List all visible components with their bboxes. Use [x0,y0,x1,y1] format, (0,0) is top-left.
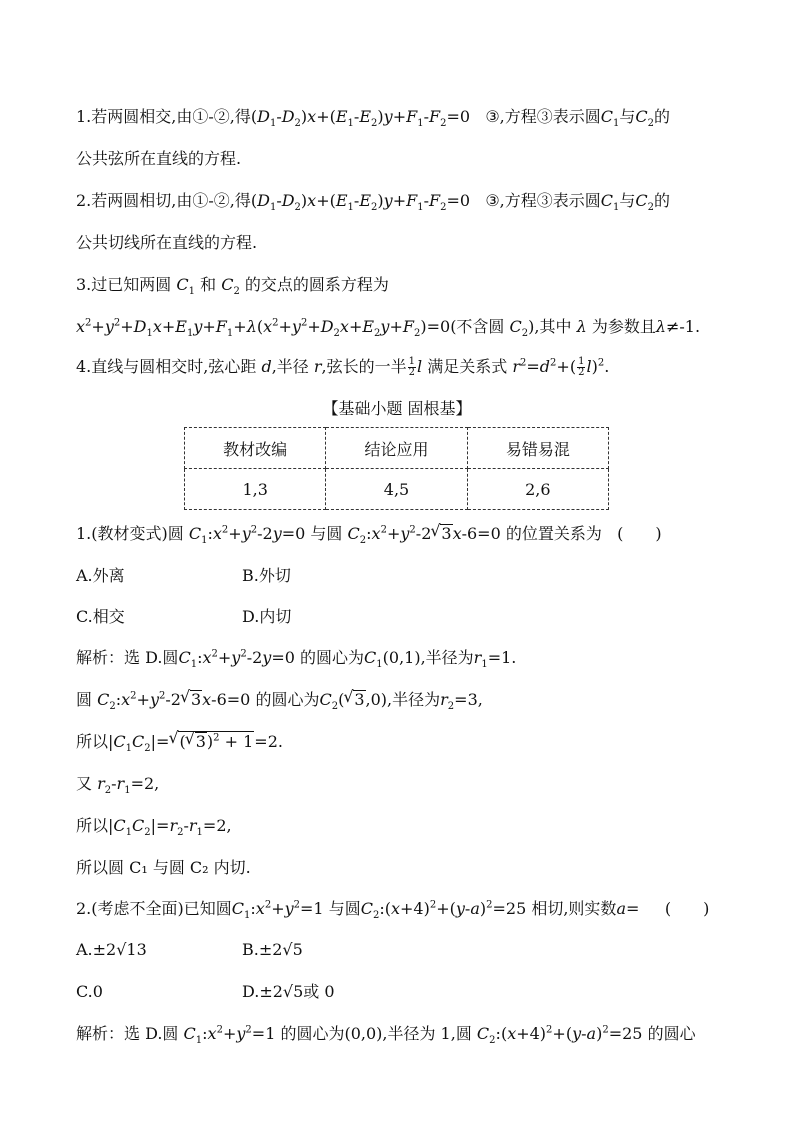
fraction-half: $\frac{1}{2}$ [408,356,416,378]
solution-1-line-1: 解析：选 D.圆$C_1:x^2+y^2-2y=0$ 的圆心为$C_1(0,1)$,半径为$r_1=1$. [76,648,517,671]
option-b[interactable]: B.外切 [242,566,291,585]
table-row [185,469,609,510]
option-c[interactable]: C.相交 [76,607,125,626]
knowledge-line-2b: 公共切线所在直线的方程. [76,233,258,252]
question-1-options-row2 [76,606,408,628]
solution-2-line-1: 解析：选 D.圆 $C_1:x^2+y^2=1$ 的圆心为(0,0),半径为 1,圆 $C_2:(x+4)^2+(y-a)^2=25$ 的圆心 [76,1024,696,1047]
option-a[interactable]: A.±2√13 [76,940,147,959]
question-2-options-row1 [76,939,408,961]
option-d[interactable]: D.±2√5或 0 [242,982,335,1001]
solution-1-line-6: 所以圆 C₁ 与圆 C₂ 内切. [76,858,251,877]
knowledge-line-3b: $x^2+y^2+D_1x+E_1y+F_1+\lambda(x^2+y^2+D_2x+E_2y+F_2)=0$(不含圆 $C_2$),其中 λ 为参数且λ≠-1. [76,317,701,340]
knowledge-line-1: 1.若两圆相交,由①-②,得$(D_1-D_2)x+(E_1-E_2)y+F_1-F_2=0$ ③,方程③表示圆$C_1$与$C_2$的 [76,107,671,130]
solution-1-line-3: 所以$|C_1C_2|=√$ (√ 3)$^2$ + 1=2. [76,731,283,753]
question-1-stem: 1.(教材变式)圆 $C_1:x^2+y^2-2y=0$ 与圆 $C_2:x^2+y^2-2√$ 3x-6=0 的位置关系为 ( ) [76,523,662,545]
question-2-stem: 2.(考虑不全面)已知圆$C_1:x^2+y^2=1$ 与圆$C_2:(x+4)^2+(y-a)^2=25$ 相切,则实数a= ( ) [76,899,710,922]
option-a[interactable]: A.外离 [76,566,125,585]
option-b[interactable]: B.±2√5 [242,940,303,959]
answer-paren: ( ) [617,524,662,543]
solution-1-line-2: 圆 $C_2:x^2+y^2-2√$ 3x-6=0 的圆心为$C_2(√$ 3,0),半径为$r_2=3$, [76,689,483,711]
knowledge-line-2: 2.若两圆相切,由①-②,得$(D_1-D_2)x+(E_1-E_2)y+F_1-F_2=0$ ③,方程③表示圆$C_1$与$C_2$的 [76,191,671,214]
knowledge-line-3: 3.过已知两圆 $C_1$ 和 $C_2$ 的交点的圆系方程为 [76,275,389,298]
answer-paren: ( ) [664,899,710,918]
question-1-options-row1 [76,565,408,587]
solution-1-line-4: 又 $r_2-r_1=2$, [76,774,160,797]
knowledge-line-4: 4.直线与圆相交时,弦心距 d,半径 r,弦长的一半 $\frac{1}{2}$ l 满足关系式 $r^2=d^2+$( $\frac{1}{2}$ l)$^2$. [76,356,610,378]
table-header-cell: 结论应用 [326,428,467,469]
table-header-cell: 易错易混 [467,428,608,469]
category-table [184,427,609,510]
section-title: 【基础小题 固根基】 [322,399,472,418]
table-row [185,428,609,469]
fraction-half: $\frac{1}{2}$ [578,356,585,378]
option-d[interactable]: D.内切 [242,607,292,626]
table-cell: 4,5 [326,469,467,510]
option-c[interactable]: C.0 [76,982,103,1001]
table-cell: 1,3 [185,469,326,510]
table-cell: 2,6 [467,469,608,510]
knowledge-line-1b: 公共弦所在直线的方程. [76,149,242,168]
question-2-options-row2 [76,981,408,1003]
solution-1-line-5: 所以$|C_1C_2|=r_2-r_1=2$, [76,816,232,839]
table-header-cell: 教材改编 [185,428,326,469]
